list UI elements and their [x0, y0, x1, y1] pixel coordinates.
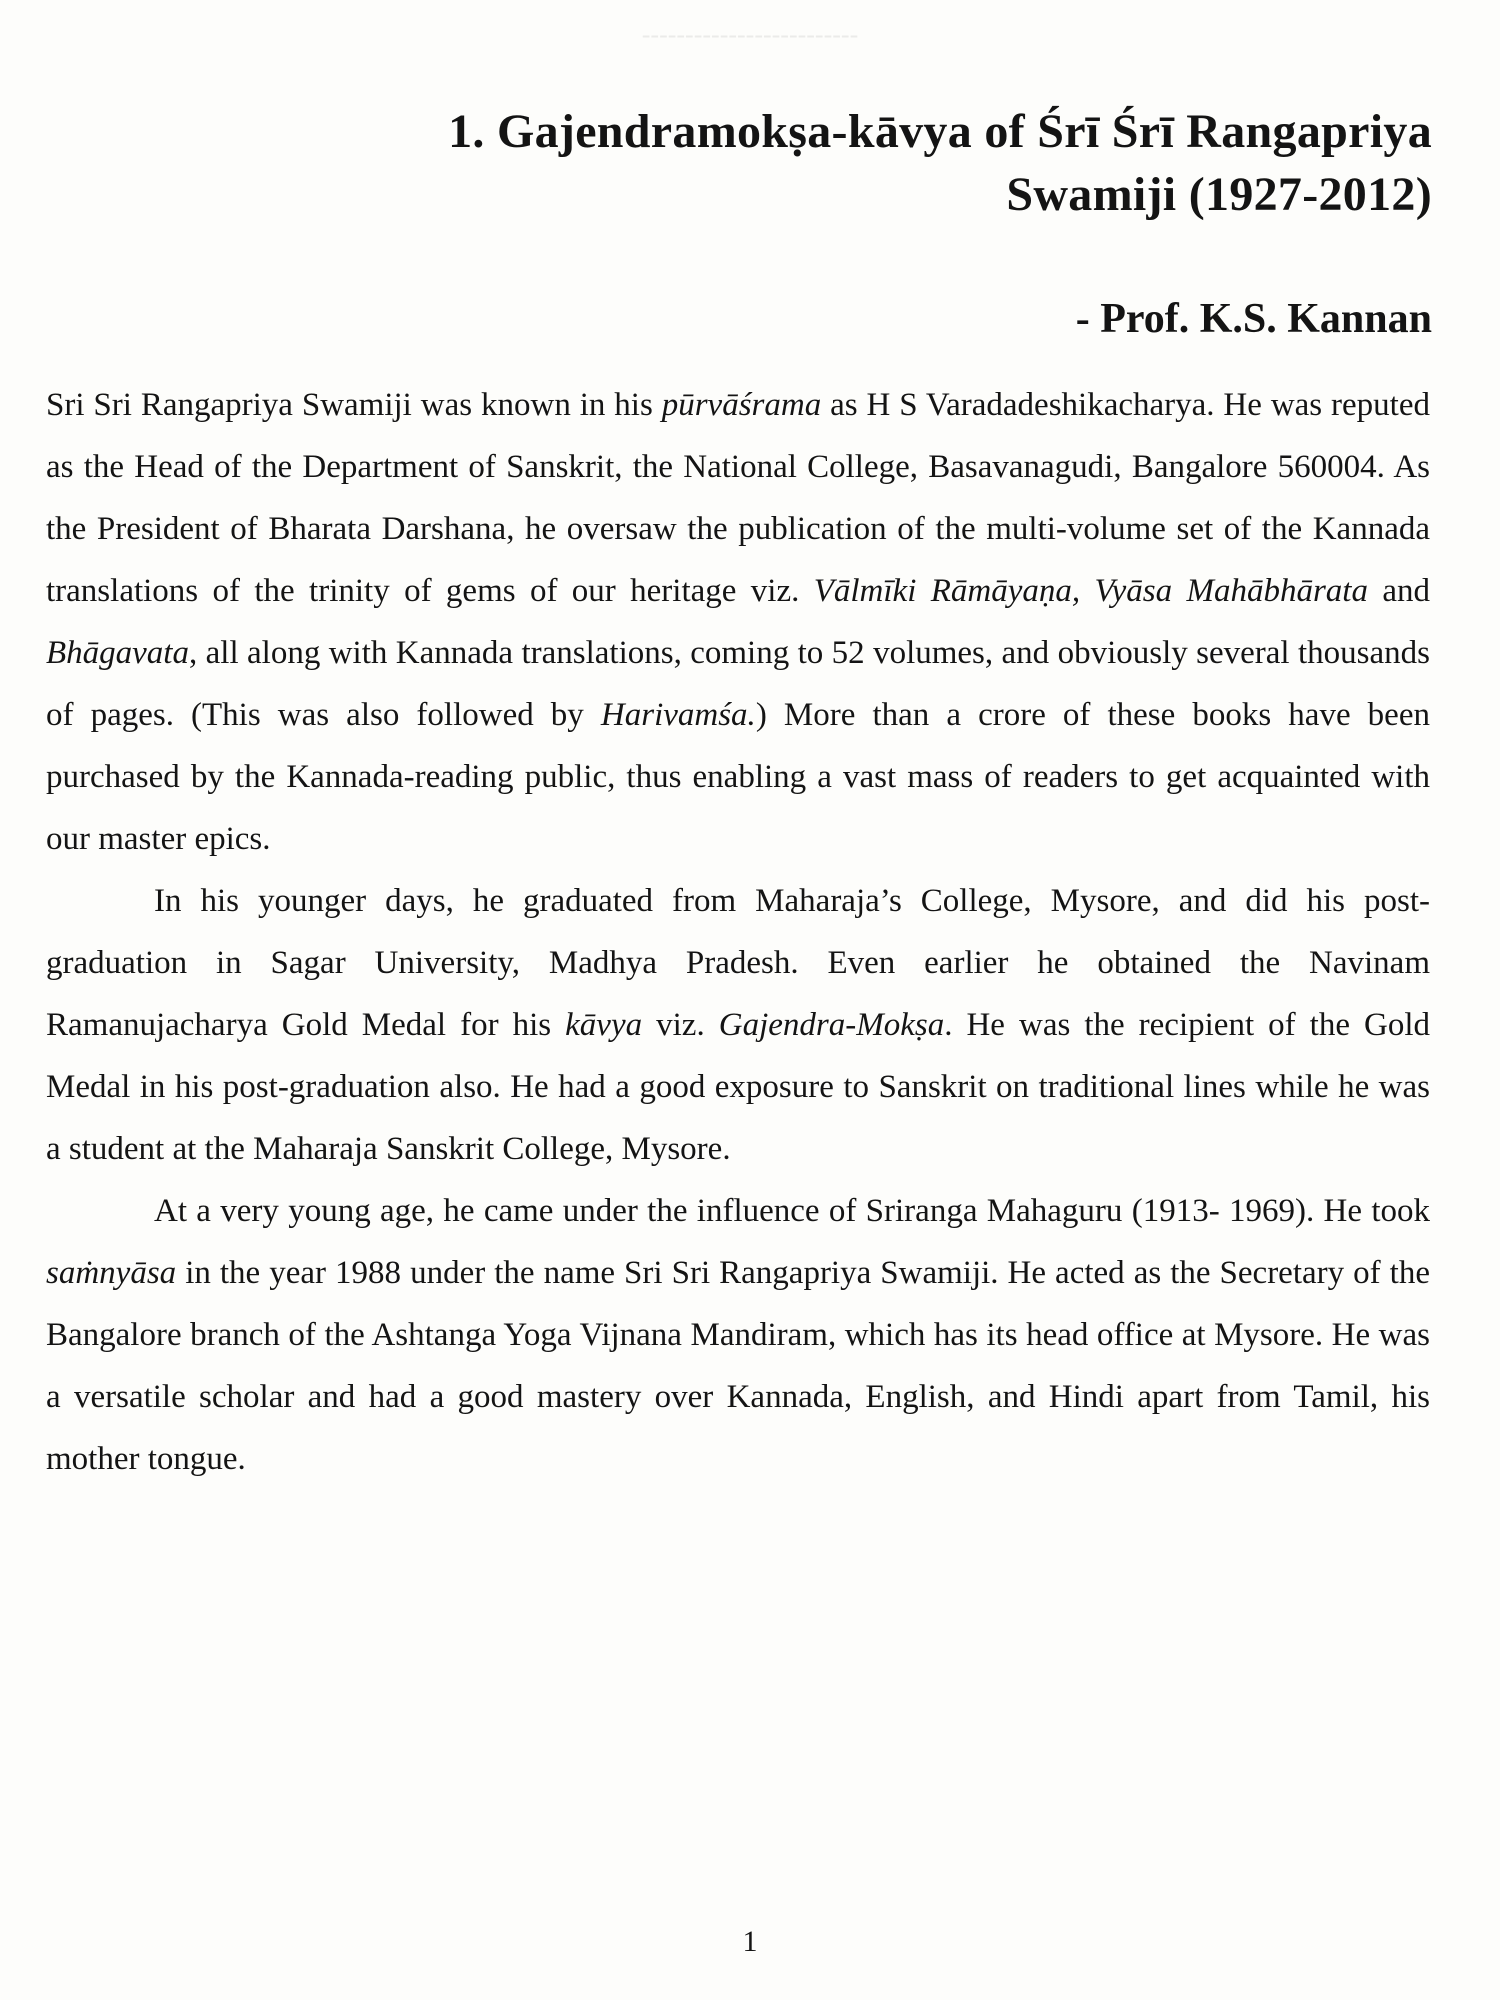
- title-line-2: Swamiji (1927-2012): [1006, 168, 1432, 221]
- paragraph-1: [46, 374, 1430, 870]
- text-run: and: [1367, 573, 1430, 609]
- title-line-1: 1. Gajendramokṣa-kāvya of Śrī Śrī Rangapriya: [448, 105, 1432, 158]
- text-run: . He was the recipient of the Gold Medal in his post-graduation also. He had a good exposure to Sanskrit on traditional lines while he was a student at the Maharaja Sanskrit College, Mysore.: [46, 1007, 1430, 1167]
- text-run: ) More than a crore of these books have been purchased by the Kannada-reading public, thus enabling a vast mass of readers to get acquainted with our master epics.: [46, 697, 1430, 857]
- italic-term: saṁnyāsa: [46, 1255, 177, 1291]
- text-run: , all along with Kannada translations, coming to 52 volumes, and obviously several thousands of pages. (This was also followed by: [46, 635, 1430, 733]
- show-through-texture: ‐‐‐‐‐‐‐‐‐‐‐‐‐‐‐‐‐‐‐‐‐‐‐‐‐: [641, 20, 859, 49]
- text-run: Sri Sri Rangapriya Swamiji was known in his: [46, 387, 662, 423]
- paragraph-2: [46, 870, 1430, 1180]
- italic-term: Vālmīki Rāmāyaṇa, Vyāsa Mahābhārata: [813, 573, 1368, 609]
- italic-term: Bhāgavata: [46, 635, 189, 671]
- italic-term: Harivamśa.: [600, 697, 756, 733]
- text-run: In his younger days, he graduated from Maharaja’s College, Mysore, and did his post-graduation in Sagar University, Madhya Pradesh. Even earlier he obtained the Navinam Ramanujacharya Gold Medal for his: [46, 883, 1430, 1043]
- text-run: as H S Varadadeshikacharya. He was reputed as the Head of the Department of Sanskrit, the National College, Basavanagudi, Bangalore 560004. As the President of Bharata Darshana, he oversaw the publication of the multi-volume set of the Kannada translations of the trinity of gems of our heritage viz.: [46, 387, 1430, 609]
- article-title: [120, 100, 1432, 226]
- text-run: At a very young age, he came under the influence of Sriranga Mahaguru (1913- 1969). He took: [154, 1193, 1430, 1229]
- page-number: 1: [742, 1925, 758, 1958]
- text-run: in the year 1988 under the name Sri Sri Rangapriya Swamiji. He acted as the Secretary of the Bangalore branch of the Ashtanga Yoga Vijnana Mandiram, which has its head office at Mysore. He was a versatile scholar and had a good mastery over Kannada, English, and Hindi apart from Tamil, his mother tongue.: [46, 1255, 1430, 1477]
- text-run: viz.: [642, 1007, 719, 1043]
- italic-term: Gajendra-Mokṣa: [718, 1007, 945, 1043]
- paragraph-3: [46, 1180, 1430, 1490]
- italic-term: pūrvāśrama: [661, 387, 822, 423]
- italic-term: kāvya: [565, 1007, 643, 1043]
- author-byline: - Prof. K.S. Kannan: [1075, 296, 1432, 342]
- article-body: [46, 374, 1430, 1490]
